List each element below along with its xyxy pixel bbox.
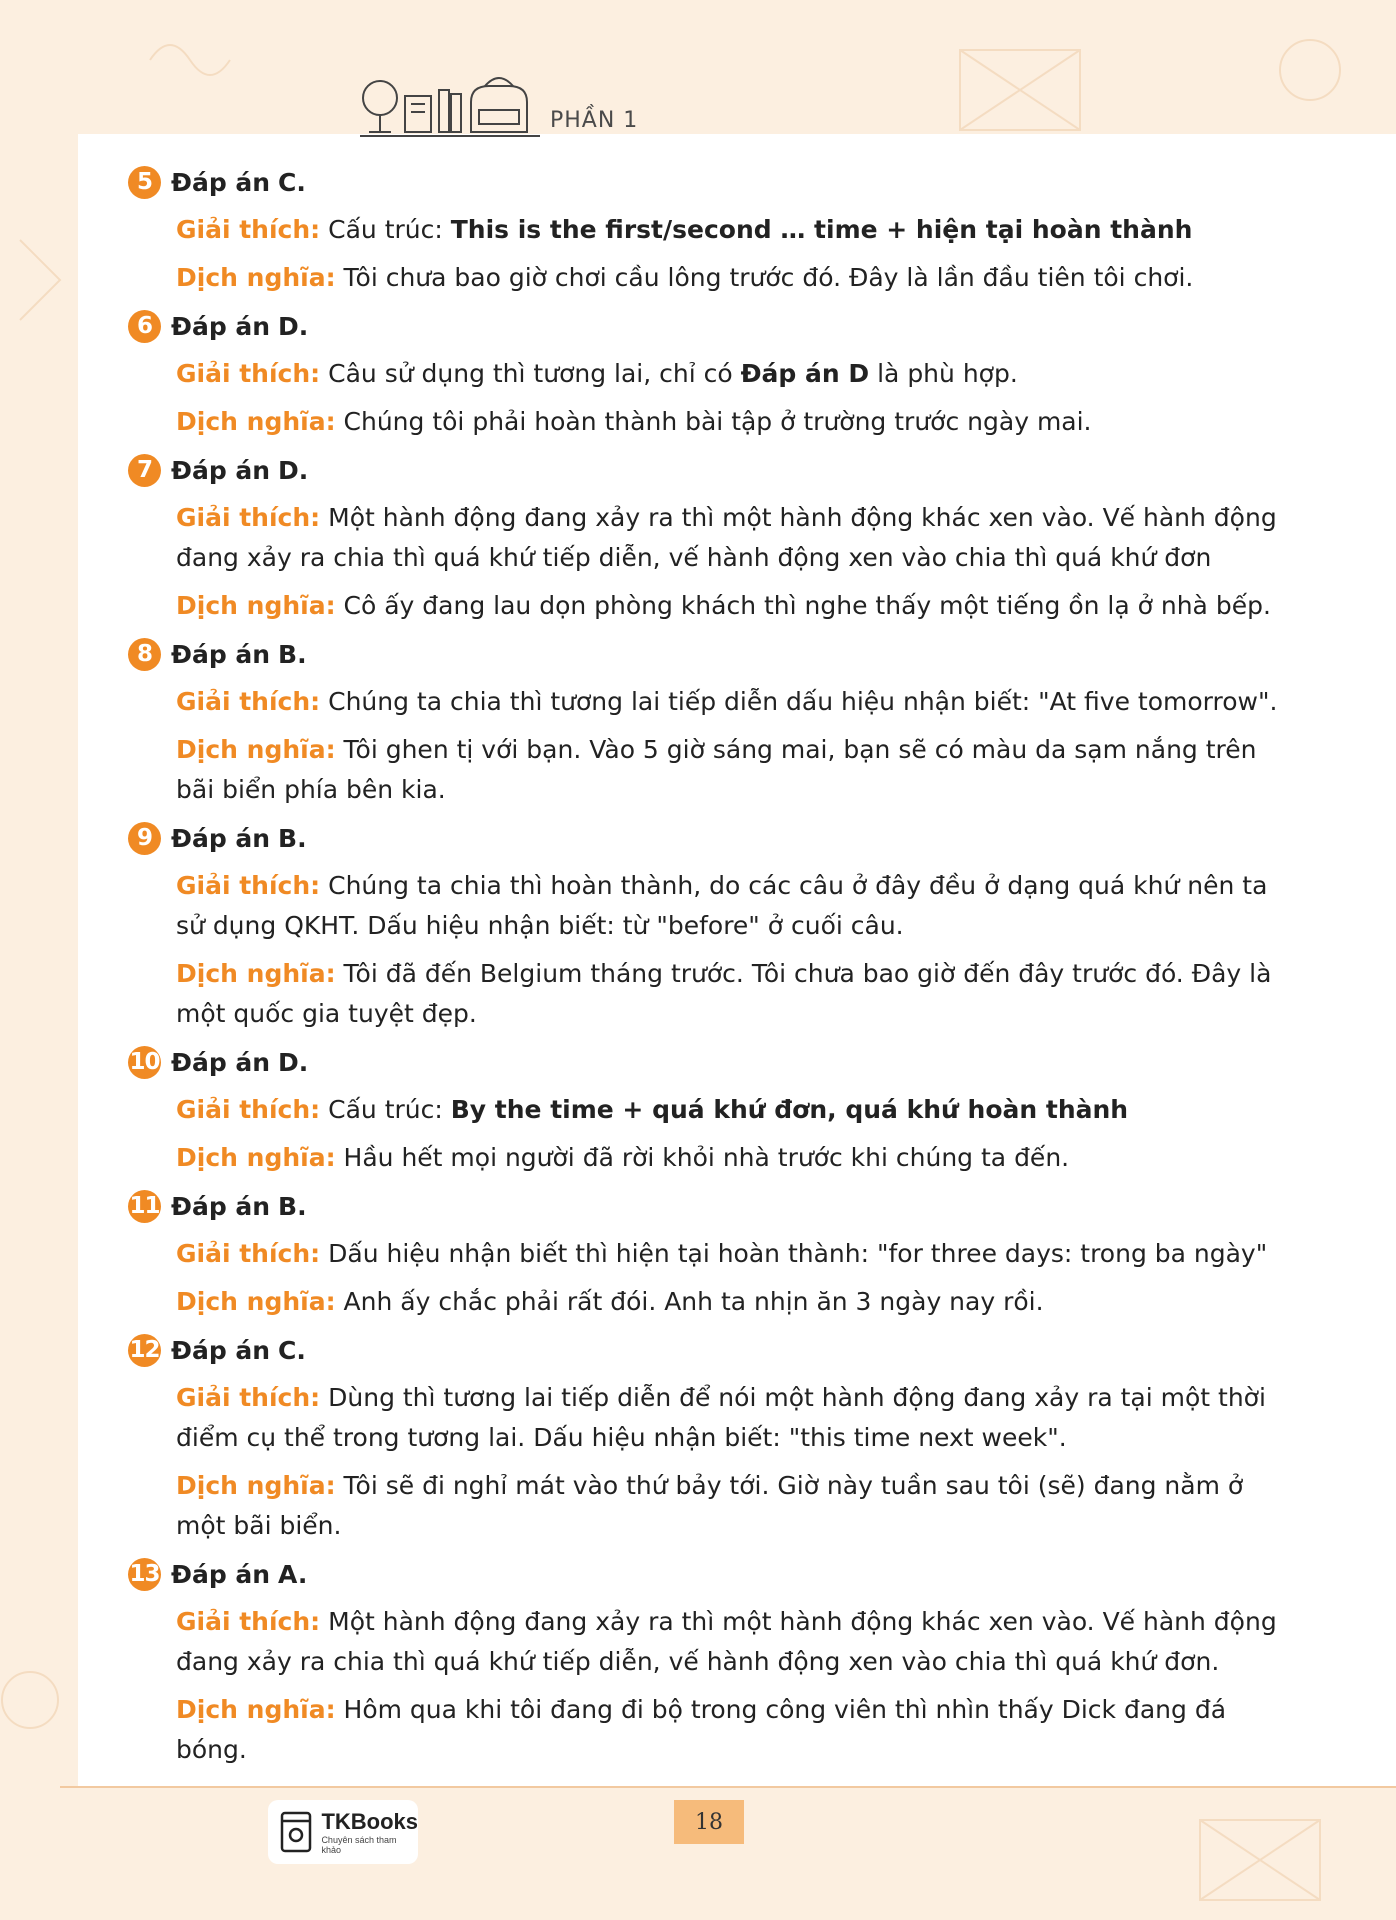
translation-label: Dịch nghĩa: (176, 959, 336, 988)
translation-label: Dịch nghĩa: (176, 1143, 336, 1172)
explanation-label: Giải thích: (176, 215, 321, 244)
explanation-text: Chúng ta chia thì tương lai tiếp diễn dấu hiệu nhận biết: "At five tomorrow". (328, 687, 1278, 716)
explanation-label: Giải thích: (176, 687, 321, 716)
explanation-text: Câu sử dụng thì tương lai, chỉ có (328, 359, 741, 388)
translation-label: Dịch nghĩa: (176, 1471, 336, 1500)
answer-label: Đáp án (171, 1335, 271, 1365)
translation (176, 1278, 1288, 1326)
question-number-badge: 7 (128, 454, 161, 487)
answer-label: Đáp án (171, 311, 271, 341)
explanation-text: Một hành động đang xảy ra thì một hành động khác xen vào. Vế hành động đang xảy ra chia thì quá khứ tiếp diễn, vế hành động xen vào chia thì quá khứ đơn (176, 503, 1277, 572)
question-number-badge: 5 (128, 166, 161, 199)
explanation-bold: By the time + quá khứ đơn, quá khứ hoàn thành (450, 1095, 1129, 1124)
translation (176, 1686, 1288, 1774)
book-logo-icon (276, 1807, 315, 1857)
answer-letter: D. (278, 455, 309, 485)
translation-label: Dịch nghĩa: (176, 591, 336, 620)
explanation-text: Dùng thì tương lai tiếp diễn để nói một hành động đang xảy ra tại một thời điểm cụ thể trong tương lai. Dấu hiệu nhận biết: "this time next week". (176, 1383, 1266, 1452)
explanation-bold: This is the first/second … time + hiện tại hoàn thành (450, 215, 1193, 244)
answer-item (128, 1038, 1288, 1182)
explanation-text: Một hành động đang xảy ra thì một hành động khác xen vào. Vế hành động đang xảy ra chia thì quá khứ tiếp diễn, vế hành động xen vào chia thì quá khứ đơn. (176, 1607, 1277, 1676)
explanation-label: Giải thích: (176, 1607, 321, 1636)
answer-letter-gap (270, 640, 278, 669)
answer-letter-gap (270, 168, 278, 197)
answer-line (128, 814, 1288, 862)
translation (176, 1462, 1288, 1550)
answer-letter: C. (278, 167, 306, 197)
answer-line (128, 1182, 1288, 1230)
explanation (176, 1230, 1288, 1278)
logo-tagline: Chuyên sách tham khảo (321, 1835, 397, 1855)
answer-item (128, 302, 1288, 446)
explanation-bold: Đáp án D (740, 359, 870, 388)
explanation-text: Cấu trúc: (328, 1095, 451, 1124)
answer-line (128, 1326, 1288, 1374)
explanation (176, 494, 1288, 582)
answer-letter-gap (270, 312, 278, 341)
explanation (176, 350, 1288, 398)
answer-letter: B. (278, 823, 307, 853)
explanation (176, 862, 1288, 950)
answer-item (128, 814, 1288, 1038)
explanation-text: Chúng ta chia thì hoàn thành, do các câu ở đây đều ở dạng quá khứ nên ta sử dụng QKHT. Dấu hiệu nhận biết: từ "before" ở cuối câu. (176, 871, 1268, 940)
explanation-text-end: là phù hợp. (869, 359, 1018, 388)
explanation-label: Giải thích: (176, 503, 321, 532)
translation (176, 254, 1288, 302)
translation-label: Dịch nghĩa: (176, 1287, 336, 1316)
answer-line (128, 630, 1288, 678)
answer-letter: B. (278, 1191, 307, 1221)
page-header (355, 68, 755, 140)
translation-text: Cô ấy đang lau dọn phòng khách thì nghe thấy một tiếng ồn lạ ở nhà bếp. (343, 591, 1271, 620)
explanation-text: Cấu trúc: (328, 215, 451, 244)
explanation (176, 1374, 1288, 1462)
answer-item (128, 1326, 1288, 1550)
translation-text: Tôi sẽ đi nghỉ mát vào thứ bảy tới. Giờ này tuần sau tôi (sẽ) đang nằm ở một bãi biển. (176, 1471, 1244, 1540)
translation-text: Chúng tôi phải hoàn thành bài tập ở trường trước ngày mai. (343, 407, 1092, 436)
publisher-logo (268, 1800, 418, 1864)
question-number-badge: 11 (128, 1190, 161, 1223)
answer-letter-gap (270, 824, 278, 853)
answer-line (128, 446, 1288, 494)
answer-letter: D. (278, 311, 309, 341)
page-number: 18 (674, 1800, 744, 1844)
answer-label: Đáp án (171, 1191, 271, 1221)
section-title: PHẦN 1 (550, 108, 639, 133)
explanation (176, 678, 1288, 726)
answer-letter-gap (270, 1192, 278, 1221)
answer-line (128, 1038, 1288, 1086)
translation-text: Hầu hết mọi người đã rời khỏi nhà trước khi chúng ta đến. (343, 1143, 1070, 1172)
answer-letter-gap (270, 1560, 278, 1589)
logo-name: TKBooks (321, 1809, 418, 1834)
translation-text: Tôi ghen tị với bạn. Vào 5 giờ sáng mai, bạn sẽ có màu da sạm nắng trên bãi biển phía bên kia. (176, 735, 1257, 804)
answer-label: Đáp án (171, 1047, 271, 1077)
explanation-label: Giải thích: (176, 1383, 321, 1412)
explanation-text: Dấu hiệu nhận biết thì hiện tại hoàn thành: "for three days: trong ba ngày" (328, 1239, 1268, 1268)
answer-item (128, 446, 1288, 630)
answer-label: Đáp án (171, 823, 271, 853)
explanation (176, 1598, 1288, 1686)
explanation (176, 206, 1288, 254)
answer-letter-gap (270, 1336, 278, 1365)
translation-text: Tôi đã đến Belgium tháng trước. Tôi chưa bao giờ đến đây trước đó. Đây là một quốc gia tuyệt đẹp. (176, 959, 1272, 1028)
explanation-label: Giải thích: (176, 359, 321, 388)
answer-letter-gap (270, 456, 278, 485)
answer-item (128, 1550, 1288, 1774)
answer-letter: D. (278, 1047, 309, 1077)
explanation-label: Giải thích: (176, 1239, 321, 1268)
explanation-label: Giải thích: (176, 871, 321, 900)
question-number-badge: 8 (128, 638, 161, 671)
question-number-badge: 10 (128, 1046, 161, 1079)
answer-label: Đáp án (171, 455, 271, 485)
answer-letter: C. (278, 1335, 306, 1365)
answer-label: Đáp án (171, 1559, 271, 1589)
explanation (176, 1086, 1288, 1134)
translation (176, 726, 1288, 814)
answer-letter: B. (278, 639, 307, 669)
translation-label: Dịch nghĩa: (176, 1695, 336, 1724)
translation-text: Hôm qua khi tôi đang đi bộ trong công viên thì nhìn thấy Dick đang đá bóng. (176, 1695, 1227, 1764)
translation (176, 582, 1288, 630)
translation-text: Anh ấy chắc phải rất đói. Anh ta nhịn ăn 3 ngày nay rồi. (343, 1287, 1044, 1316)
answer-letter: A. (278, 1559, 308, 1589)
translation-label: Dịch nghĩa: (176, 263, 336, 292)
answer-letter-gap (270, 1048, 278, 1077)
answer-item (128, 630, 1288, 814)
question-number-badge: 12 (128, 1334, 161, 1367)
answer-label: Đáp án (171, 639, 271, 669)
translation-label: Dịch nghĩa: (176, 735, 336, 764)
answer-item (128, 1182, 1288, 1326)
question-number-badge: 6 (128, 310, 161, 343)
answer-line (128, 302, 1288, 350)
translation (176, 950, 1288, 1038)
answer-label: Đáp án (171, 167, 271, 197)
answer-item (128, 158, 1288, 302)
translation-label: Dịch nghĩa: (176, 407, 336, 436)
translation (176, 398, 1288, 446)
question-number-badge: 13 (128, 1558, 161, 1591)
translation (176, 1134, 1288, 1182)
footer-divider (60, 1786, 1396, 1788)
answer-line (128, 1550, 1288, 1598)
school-supplies-icon (355, 68, 545, 140)
question-number-badge: 9 (128, 822, 161, 855)
translation-text: Tôi chưa bao giờ chơi cầu lông trước đó. Đây là lần đầu tiên tôi chơi. (343, 263, 1194, 292)
explanation-label: Giải thích: (176, 1095, 321, 1124)
answer-list (128, 158, 1288, 1774)
answer-line (128, 158, 1288, 206)
